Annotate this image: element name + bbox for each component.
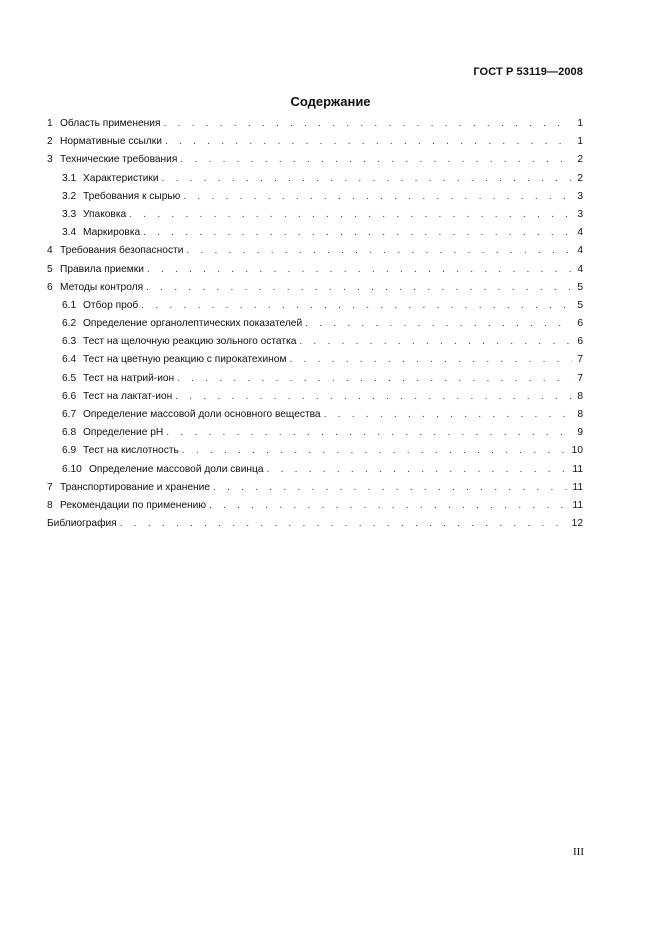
toc-entry-number: 6.1	[62, 299, 77, 311]
toc-entry-page: 4	[577, 227, 583, 239]
toc-entry-number: 3	[47, 154, 53, 166]
toc-entry[interactable]	[47, 264, 583, 282]
dot-leader	[165, 136, 572, 147]
toc-entry[interactable]	[47, 282, 583, 300]
toc-entry[interactable]	[47, 118, 583, 136]
table-of-contents	[47, 118, 583, 536]
toc-entry[interactable]	[47, 373, 583, 391]
toc-entry-label: Правила приемки	[60, 263, 144, 275]
toc-entry-page: 5	[577, 281, 583, 293]
dot-leader	[129, 209, 572, 220]
toc-title: Содержание	[290, 94, 371, 109]
toc-entry-label: Нормативные ссылки	[60, 136, 162, 148]
toc-entry-page: 8	[577, 409, 583, 420]
toc-entry[interactable]	[47, 209, 583, 227]
toc-entry[interactable]	[47, 500, 583, 518]
toc-entry-number: 6.10	[62, 463, 82, 475]
dot-leader	[166, 427, 572, 438]
dot-leader	[180, 154, 572, 165]
toc-entry-page: 7	[577, 372, 583, 384]
toc-entry[interactable]	[47, 518, 583, 536]
toc-entry[interactable]	[47, 445, 583, 463]
toc-entry[interactable]	[47, 482, 583, 500]
toc-entry[interactable]	[47, 464, 583, 482]
toc-entry-number: 6.3	[62, 336, 77, 348]
toc-entry-page: 3	[577, 190, 583, 202]
toc-entry-number: 6.9	[62, 445, 77, 457]
toc-entry-page: 3	[577, 208, 583, 220]
toc-entry-label: Тест на кислотность	[83, 445, 179, 457]
toc-entry-number: 6	[47, 281, 53, 293]
toc-entry-page: 1	[577, 118, 583, 129]
dot-leader	[299, 336, 572, 347]
toc-entry[interactable]	[47, 391, 583, 409]
toc-entry-page: 4	[577, 245, 583, 257]
toc-entry[interactable]	[47, 336, 583, 354]
dot-leader	[120, 518, 569, 529]
dot-leader	[143, 227, 572, 238]
toc-entry[interactable]	[47, 300, 583, 318]
toc-entry-number: 8	[47, 499, 53, 511]
toc-entry-label: Тест на натрий-ион	[83, 372, 175, 384]
toc-entry-number: 1	[47, 118, 53, 129]
toc-entry[interactable]	[47, 409, 583, 427]
toc-entry[interactable]	[47, 136, 583, 154]
toc-entry[interactable]	[47, 154, 583, 172]
toc-entry[interactable]	[47, 191, 583, 209]
toc-entry-label: Упаковка	[83, 208, 127, 220]
toc-entry-page: 11	[572, 499, 583, 511]
toc-entry-page: 7	[577, 354, 583, 366]
toc-entry-page: 2	[577, 154, 583, 166]
toc-entry-page: 5	[577, 299, 583, 311]
toc-entry-label: Маркировка	[83, 227, 141, 239]
toc-entry-page: 6	[577, 318, 583, 330]
dot-leader	[183, 191, 572, 202]
toc-entry-label: Определение массовой доли основного вещества	[83, 409, 321, 420]
page-number: III	[573, 846, 584, 858]
toc-entry-label: Тест на лактат-ион	[83, 390, 173, 402]
dot-leader	[267, 464, 570, 475]
toc-entry-number: 3.1	[62, 172, 77, 184]
toc-entry-label: Методы контроля	[60, 281, 144, 293]
toc-entry-label: Характеристики	[83, 172, 159, 184]
toc-entry-label: Область применения	[60, 118, 161, 129]
toc-entry-number: 5	[47, 263, 53, 275]
toc-entry[interactable]	[47, 227, 583, 245]
toc-entry-page: 11	[572, 481, 583, 493]
toc-entry-label: Определение массовой доли свинца	[89, 463, 264, 475]
dot-leader	[289, 354, 572, 365]
toc-entry-label: Требования к сырью	[83, 190, 181, 202]
toc-entry[interactable]	[47, 245, 583, 263]
toc-entry-label: Определение органолептических показателей	[83, 318, 303, 330]
toc-entry-number: 6.7	[62, 409, 77, 420]
toc-entry-number: 6.8	[62, 427, 77, 439]
toc-entry-label: Определение рН	[83, 427, 164, 439]
dot-leader	[175, 391, 572, 402]
toc-entry[interactable]	[47, 173, 583, 191]
dot-leader	[182, 445, 569, 456]
toc-entry-number: 6.4	[62, 354, 77, 366]
toc-entry-page: 9	[577, 427, 583, 439]
toc-entry-page: 6	[577, 336, 583, 348]
dot-leader	[305, 318, 572, 329]
toc-entry-label: Библиография	[47, 518, 117, 530]
dot-leader	[177, 373, 572, 384]
dot-leader	[209, 500, 569, 511]
dot-leader	[141, 300, 572, 311]
toc-entry-label: Отбор проб	[83, 299, 139, 311]
toc-entry[interactable]	[47, 354, 583, 372]
toc-entry-label: Транспортирование и хранение	[60, 481, 211, 493]
dot-leader	[213, 482, 569, 493]
toc-entry-number: 7	[47, 481, 53, 493]
dot-leader	[186, 245, 572, 256]
toc-entry-page: 8	[577, 390, 583, 402]
toc-entry-page: 10	[571, 445, 583, 457]
toc-entry-number: 3.3	[62, 208, 77, 220]
toc-entry-number: 3.4	[62, 227, 77, 239]
toc-entry-page: 2	[577, 172, 583, 184]
toc-entry-label: Тест на щелочную реакцию зольного остатка	[83, 336, 297, 348]
toc-entry-page: 11	[572, 463, 583, 475]
toc-entry-page: 12	[571, 518, 583, 530]
toc-entry-page: 4	[577, 263, 583, 275]
toc-entry-page: 1	[577, 136, 583, 148]
toc-entry-number: 3.2	[62, 190, 77, 202]
toc-entry-label: Технические требования	[60, 154, 178, 166]
document-code: ГОСТ Р 53119—2008	[473, 66, 583, 78]
toc-entry-number: 6.2	[62, 318, 77, 330]
toc-entry-number: 6.6	[62, 390, 77, 402]
dot-leader	[146, 282, 572, 293]
toc-entry-label: Рекомендации по применению	[60, 499, 207, 511]
dot-leader	[163, 118, 572, 129]
toc-entry-number: 4	[47, 245, 53, 257]
toc-entry-label: Тест на цветную реакцию с пирокатехином	[83, 354, 287, 366]
dot-leader	[147, 264, 572, 275]
toc-entry[interactable]	[47, 427, 583, 445]
dot-leader	[324, 409, 572, 420]
toc-entry-number: 6.5	[62, 372, 77, 384]
toc-entry[interactable]	[47, 318, 583, 336]
toc-entry-label: Требования безопасности	[60, 245, 184, 257]
dot-leader	[162, 173, 572, 184]
toc-entry-number: 2	[47, 136, 53, 148]
